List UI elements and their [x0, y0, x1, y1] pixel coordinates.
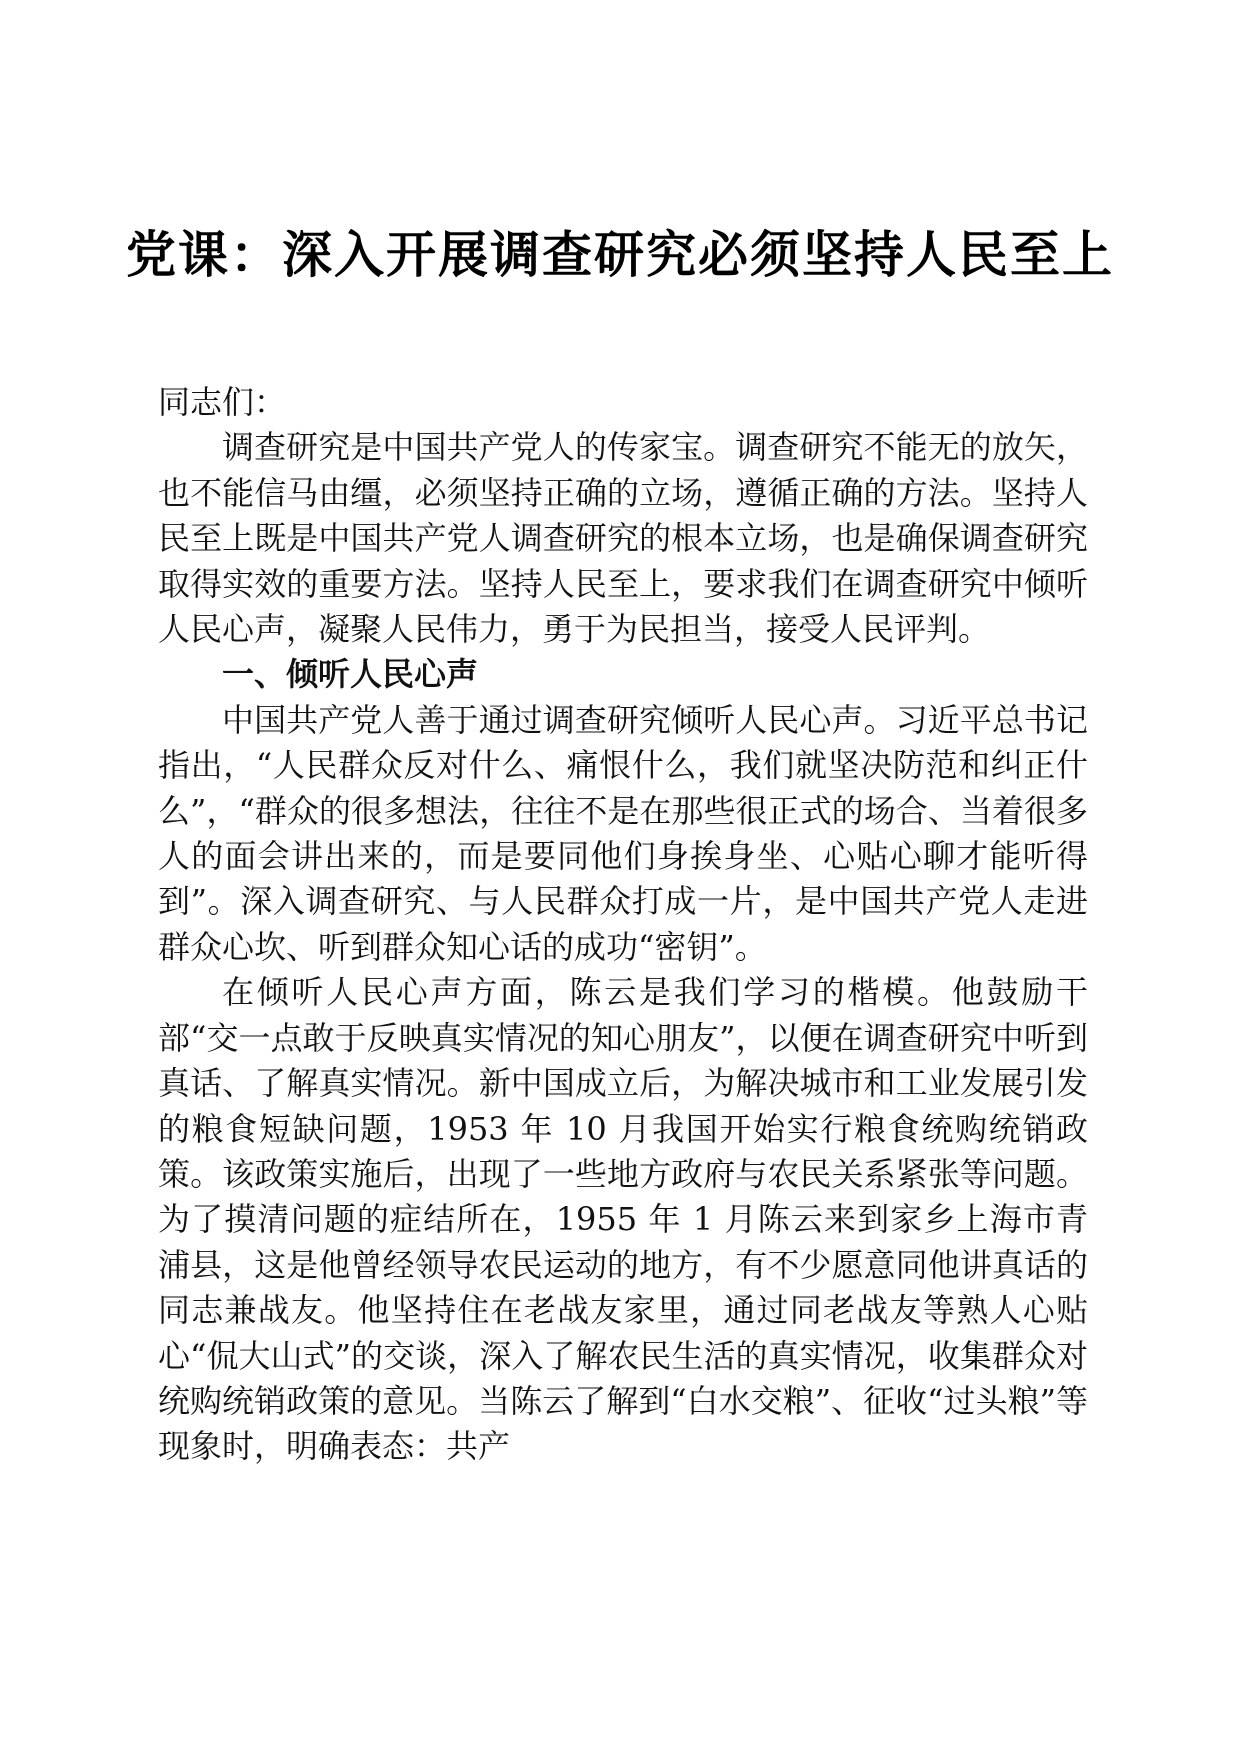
paragraph-section-1: 中国共产党人善于通过调查研究倾听人民心声。习近平总书记指出，“人民群众反对什么、痛恨什么，我们就坚决防范和纠正什么”，“群众的很多想法，往往不是在那些很正式的场合、当着很多人的面会讲出来的，而是要同他们身挨身坐、心贴心聊才能听得到”。深入调查研究、与人民群众打成一片，是中国共产党人走进群众心坎、听到群众知心话的成功“密钥”。	[158, 700, 1088, 966]
section-heading-1: 一、倾听人民心声	[222, 655, 479, 694]
document-title: 党课：深入开展调查研究必须坚持人民至上	[126, 225, 1114, 284]
paragraph-chen-yun: 在倾听人民心声方面，陈云是我们学习的楷模。他鼓励干部“交一点敢于反映真实情况的知心朋友”，以便在调查研究中听到真话、了解真实情况。新中国成立后，为解决城市和工业发展引发的粮食短缺问题，1953 年 10 月我国开始实行粮食统购统销政策。该政策实施后，出现了一些地方政府与农民关系紧张等问题。为了摸清问题的症结所在，1955 年 1 月陈云来到家乡上海市青浦县，这是他曾经领导农民运动的地方，有不少愿意同他讲真话的同志兼战友。他坚持住在老战友家里，通过同老战友等熟人心贴心“侃大山式”的交谈，深入了解农民生活的真实情况，收集群众对统购统销政策的意见。当陈云了解到“白水交粮”、征收“过头粮”等现象时，明确表态：共产	[158, 973, 1088, 1466]
salutation: 同志们：	[158, 383, 287, 421]
document-body	[158, 380, 1088, 1470]
paragraph-intro: 调查研究是中国共产党人的传家宝。调查研究不能无的放矢，也不能信马由缰，必须坚持正确的立场，遵循正确的方法。坚持人民至上既是中国共产党人调查研究的根本立场，也是确保调查研究取得实效的重要方法。坚持人民至上，要求我们在调查研究中倾听人民心声，凝聚人民伟力，勇于为民担当，接受人民评判。	[158, 428, 1088, 649]
